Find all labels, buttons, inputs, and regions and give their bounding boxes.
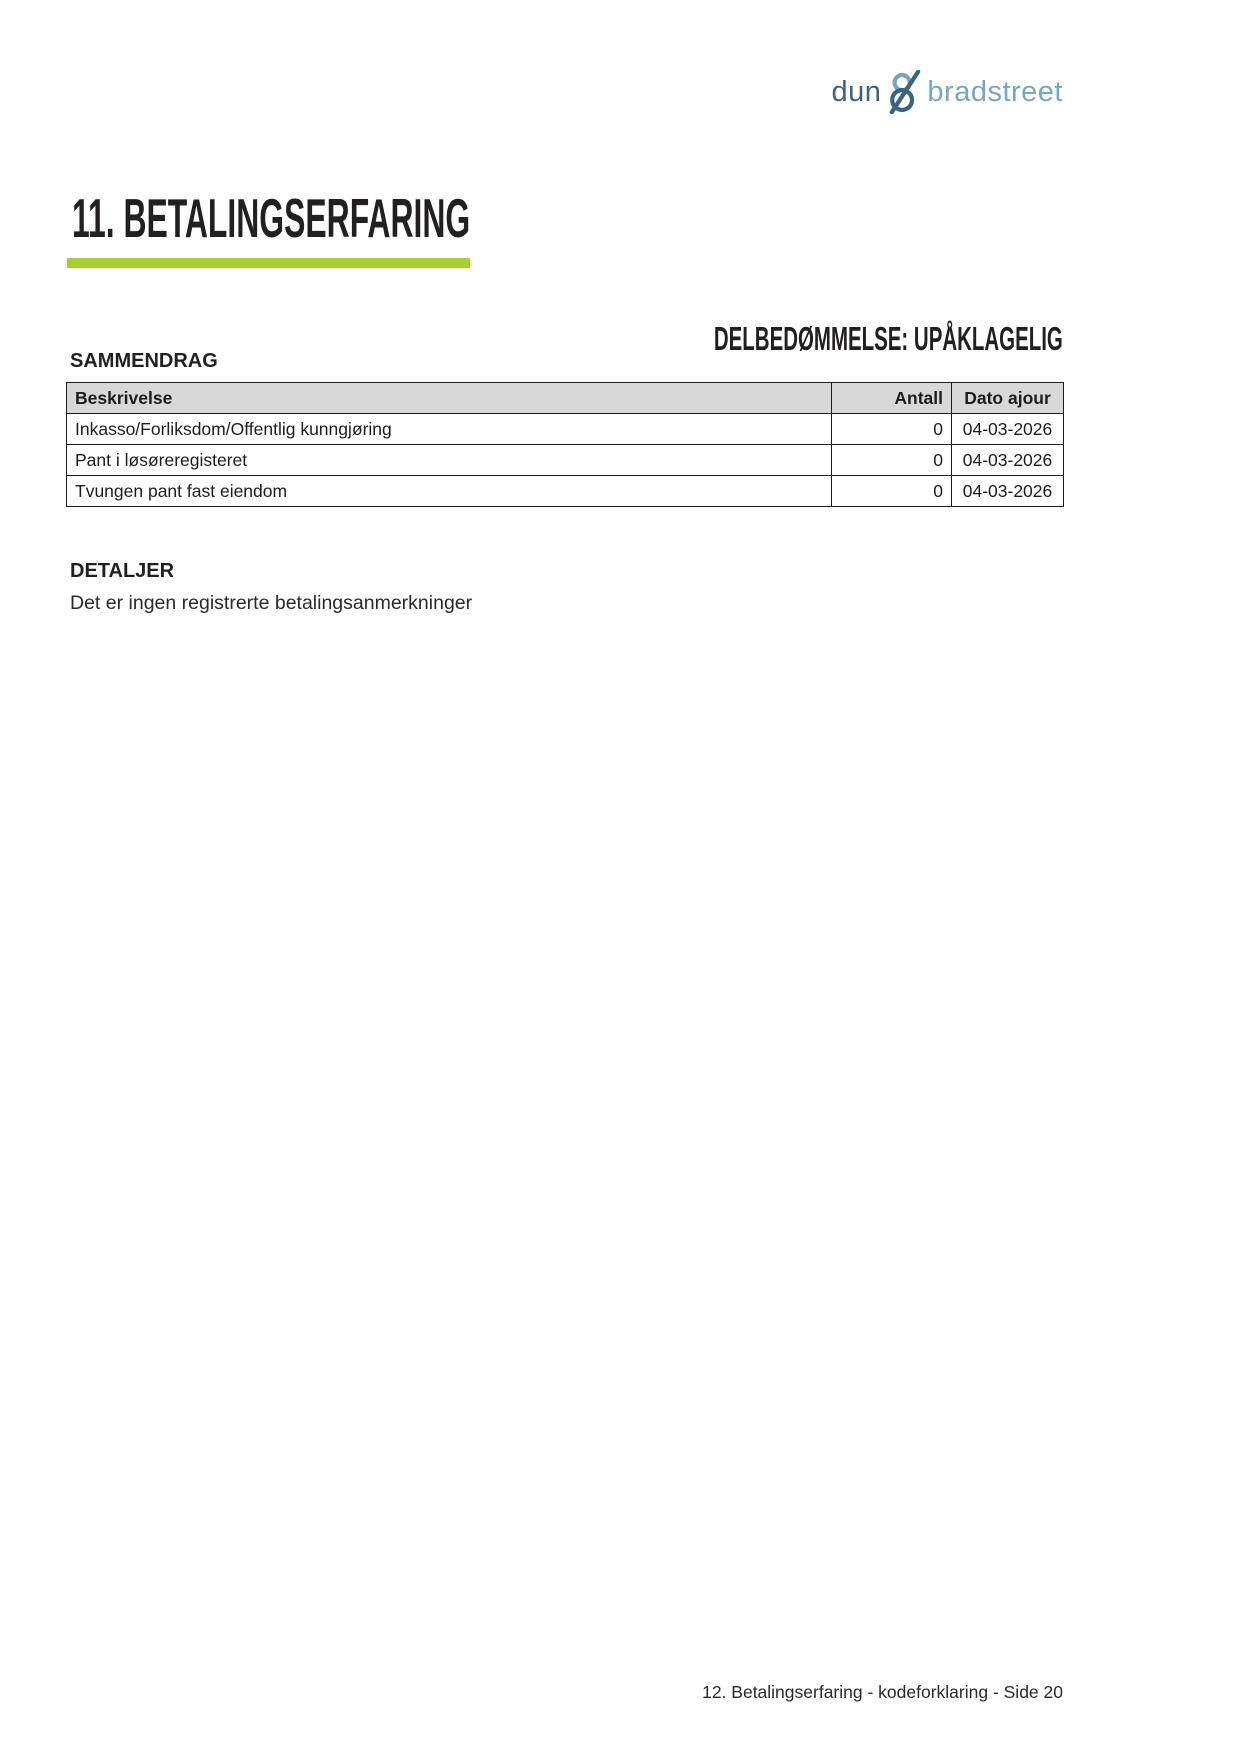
- cell-antall: 0: [832, 414, 952, 445]
- logo-text-dun: dun: [831, 75, 882, 108]
- cell-antall: 0: [832, 445, 952, 476]
- col-header-dato-ajour: Dato ajour: [952, 383, 1064, 414]
- table-row: [67, 445, 1064, 476]
- page-title: 11. BETALINGSERFARING: [72, 187, 471, 249]
- summary-table: [66, 382, 1064, 507]
- cell-dato-ajour: 04-03-2026: [952, 445, 1064, 476]
- cell-beskrivelse: Pant i løsøreregisteret: [67, 445, 832, 476]
- cell-dato-ajour: 04-03-2026: [952, 476, 1064, 507]
- logo-text-bradstreet: bradstreet: [927, 75, 1063, 108]
- cell-dato-ajour: 04-03-2026: [952, 414, 1064, 445]
- cell-antall: 0: [832, 476, 952, 507]
- cell-beskrivelse: Inkasso/Forliksdom/Offentlig kunngjøring: [67, 414, 832, 445]
- cell-beskrivelse: Tvungen pant fast eiendom: [67, 476, 832, 507]
- summary-heading: SAMMENDRAG: [70, 350, 218, 372]
- col-header-antall: Antall: [832, 383, 952, 414]
- table-header-row: [67, 383, 1064, 414]
- ampersand-icon: [887, 70, 921, 114]
- assessment-heading: DELBEDØMMELSE: UPÅKLAGELIG: [714, 320, 1063, 357]
- title-accent-bar: [67, 258, 470, 268]
- page-footer: 12. Betalingserfaring - kodeforklaring - Side 20: [702, 1682, 1063, 1702]
- table-row: [67, 414, 1064, 445]
- col-header-beskrivelse: Beskrivelse: [67, 383, 832, 414]
- brand-logo: [832, 70, 1063, 114]
- details-heading: DETALJER: [70, 560, 175, 582]
- details-text: Det er ingen registrerte betalingsanmerkninger: [70, 592, 473, 614]
- table-row: [67, 476, 1064, 507]
